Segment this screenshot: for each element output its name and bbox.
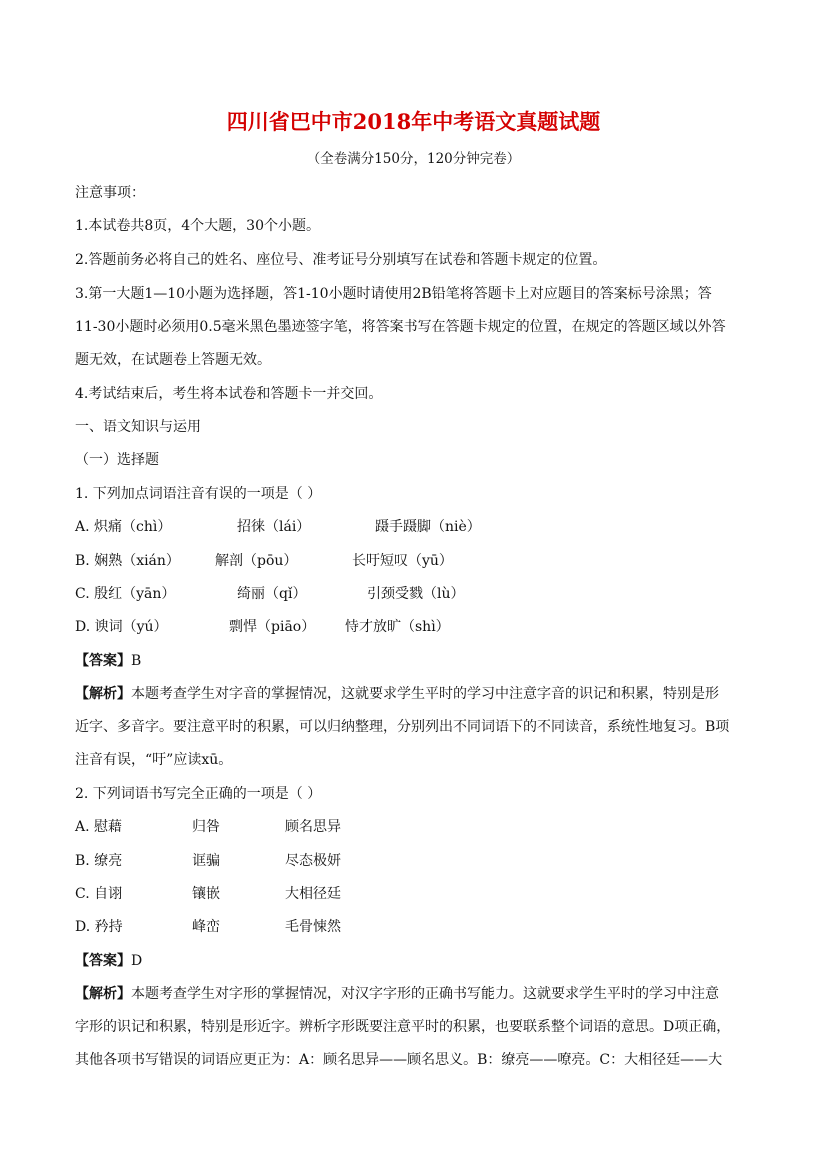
note-4: 4.考试结束后，考生将本试卷和答题卡一并交回。 [75,386,383,402]
option-c-word-2: 绮丽（qǐ） [237,586,307,602]
note-3-line-3: 题无效，在试题卷上答题无效。 [75,352,271,368]
option-d-word-3: 毛骨悚然 [285,919,341,935]
option-d-word-2: 剽悍（piāo） [229,619,316,635]
option-b-word-1: B. 娴熟（xián） [75,553,180,569]
option-b-word-3: 尽态极妍 [285,853,341,869]
question-1-analysis-line-3: 注音有误，“吁”应读xū。 [75,752,233,768]
option-a-word-2: 归咎 [192,819,220,835]
option-c-word-1: C. 殷红（yān） [75,586,176,602]
option-c-word-3: 大相径廷 [285,886,341,902]
option-d-word-3: 恃才放旷（shì） [345,619,450,635]
option-a-word-2: 招徕（lái） [237,519,311,535]
analysis-text: 本题考查学生对字形的掌握情况，对汉字字形的正确书写能力。这就要求学生平时的学习中注意 [131,986,719,1002]
option-b-word-3: 长吁短叹（yū） [352,553,453,569]
answer-value: D [131,953,143,969]
question-2-answer [75,952,142,970]
option-d-word-2: 峰峦 [192,919,220,935]
option-c-word-2: 镶嵌 [192,886,220,902]
question-1-answer [75,652,141,670]
analysis-text: 本题考查学生对字音的掌握情况，这就要求学生平时的学习中注意字音的识记和积累，特别是形 [131,686,719,702]
question-1-stem: 1. 下列加点词语注音有误的一项是（ ） [75,486,322,502]
option-c-word-3: 引颈受戮（lù） [367,586,465,602]
answer-label: 【答案】 [75,953,131,969]
option-b-word-1: B. 缭亮 [75,853,123,869]
question-1-analysis-line-1 [75,685,719,703]
note-3-line-1: 3.第一大题1—10小题为选择题，答1-10小题时请使用2B铅笔将答题卡上对应题目的答案标号涂黑；答 [75,286,712,302]
question-1-analysis-line-2: 近字、多音字。要注意平时的积累，可以归纳整理，分别列出不同词语下的不同读音，系统性地复习。B项 [75,719,730,735]
notes-heading: 注意事项： [75,185,145,201]
question-2-analysis-line-1 [75,985,719,1003]
option-d-word-1: D. 矜持 [75,919,123,935]
note-2: 2.答题前务必将自己的姓名、座位号、准考证号分别填写在试卷和答题卡规定的位置。 [75,252,607,268]
question-2-analysis-line-2: 字形的识记和积累，特别是形近字。辨析字形既要注意平时的积累，也要联系整个词语的意思。D项正确， [75,1019,731,1035]
section-heading: 一、语文知识与运用 [75,419,201,435]
note-3-line-2: 11-30小题时必须用0.5毫米黑色墨迹签字笔，将答案书写在答题卡规定的位置，在规定的答题区域以外答 [75,319,726,335]
option-a-word-3: 顾名思异 [285,819,341,835]
exam-title: 四川省巴中市2018年中考语文真题试题 [226,109,601,134]
option-b-word-2: 解剖（pōu） [215,553,298,569]
option-a-word-1: A. 炽痛（chì） [75,519,172,535]
question-2-stem: 2. 下列词语书写完全正确的一项是（ ） [75,786,322,802]
option-a-word-3: 蹑手蹑脚（niè） [375,519,481,535]
answer-value: B [131,653,142,669]
answer-label: 【答案】 [75,653,131,669]
exam-subtitle: （全卷满分150分，120分钟完卷） [306,151,521,167]
subsection-heading: （一）选择题 [75,452,159,468]
option-c-word-1: C. 自诩 [75,886,123,902]
analysis-label: 【解析】 [75,986,131,1002]
question-2-analysis-line-3: 其他各项书写错误的词语应更正为：A：顾名思异——顾名思义。B：缭亮——嘹亮。C：大相径廷——大 [75,1052,723,1068]
option-a-word-1: A. 慰藉 [75,819,123,835]
note-1: 1.本试卷共8页，4个大题，30个小题。 [75,218,320,234]
option-d-word-1: D. 谀词（yú） [75,619,168,635]
analysis-label: 【解析】 [75,686,131,702]
option-b-word-2: 诓骗 [192,853,220,869]
